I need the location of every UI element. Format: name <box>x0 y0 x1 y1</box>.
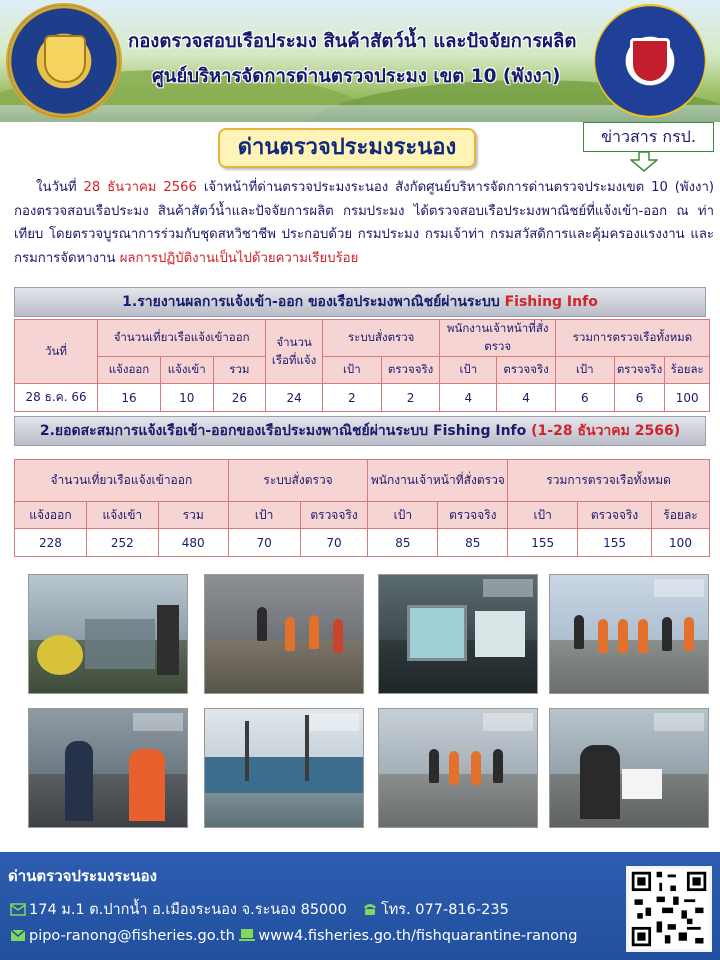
header-subtitle: ศูนย์บริหารจัดการด่านตรวจประมง เขต 10 (พังงา) <box>152 66 561 87</box>
photo-officers-checking <box>28 708 188 828</box>
logo-seal-icon <box>44 35 86 83</box>
photo-crew-document-check <box>378 708 538 828</box>
table-row <box>15 529 710 557</box>
department-of-fisheries-logo <box>6 3 122 119</box>
computer-icon <box>239 928 255 942</box>
col-header-trips: จำนวนเที่ยวเรือแจ้งเข้าออก <box>98 320 266 357</box>
arrow-down-icon <box>630 152 658 172</box>
col-header-actual: ตรวจจริง <box>438 502 508 529</box>
photo-fish-hold <box>378 574 538 694</box>
photo-timestamp <box>654 579 704 597</box>
photo-timestamp <box>483 713 533 731</box>
col-header-actual: ตรวจจริง <box>300 502 368 529</box>
cell-out: 228 <box>15 529 87 557</box>
footer-address-row <box>10 898 509 921</box>
cell-system-target: 70 <box>228 529 300 557</box>
news-paragraph <box>14 176 714 270</box>
daily-report-table <box>14 319 710 412</box>
col-header-target: เป้า <box>322 357 381 384</box>
cell-system-actual: 2 <box>381 384 440 412</box>
section-2-heading <box>14 416 706 446</box>
para-result: ผลการปฏิบัติงานเป็นไปด้วยความเรียบร้อย <box>119 250 359 266</box>
cell-total-actual: 6 <box>614 384 665 412</box>
footer-address: 174 ม.1 ต.ปากน้ำ อ.เมืองระนอง จ.ระนอง 85000 <box>29 902 347 918</box>
table-row <box>15 384 710 412</box>
col-header-total: รวมการตรวจเรือทั้งหมด <box>555 320 709 357</box>
col-header-target: เป้า <box>368 502 438 529</box>
photo-timestamp <box>133 713 183 731</box>
cell-in: 10 <box>160 384 213 412</box>
photo-fishing-boats <box>204 708 364 828</box>
photo-crew-lineup <box>549 574 709 694</box>
address-icon <box>10 902 26 916</box>
col-header-date: วันที่ <box>15 320 98 384</box>
cell-officer-target: 4 <box>440 384 497 412</box>
photo-officer-writing <box>549 708 709 828</box>
cell-sum: 480 <box>158 529 228 557</box>
col-header-percent: ร้อยละ <box>665 357 710 384</box>
col-header-actual: ตรวจจริง <box>381 357 440 384</box>
col-header-actual: ตรวจจริง <box>578 502 652 529</box>
section-1-title: 1.รายงานผลการแจ้งเข้า-ออก ของเรือประมงพาณิชย์ผ่านระบบ <box>122 294 505 310</box>
col-header-target: เป้า <box>440 357 497 384</box>
col-header-target: เป้า <box>508 502 578 529</box>
para-text: ในวันที่ <box>36 180 84 195</box>
col-header-actual: ตรวจจริง <box>497 357 556 384</box>
col-header-system: ระบบสั่งตรวจ <box>322 320 440 357</box>
para-text: เจ้าหน้าที่ด่านตรวจประมงระนอง สังกัดศูนย์บริหารจัดการด่านตรวจประมงเขต 10 (พังงา) กองตรวจสอบเรือประมง สินค้าสัตว์น้ำและปัจจัยการผลิต กรมประมง ได้ตรวจสอบเรือประมงพาณิชย์ที่แจ้งเข้า-ออก ณ ท่าเทียบ โดยตรวจบูรณาการร่วมกับชุดสหวิชาชีพ ประกอบด้วย กรมประมง กรมเจ้าท่า กรมสวัสดิการและคุ้มครองแรงงาน และกรมการจัดหางาน <box>14 180 714 266</box>
cell-sum: 26 <box>213 384 266 412</box>
footer-phone: โทร. 077-816-235 <box>380 902 509 918</box>
cell-percent: 100 <box>652 529 710 557</box>
footer-email[interactable]: pipo-ranong@fisheries.go.th <box>29 928 235 944</box>
cell-system-target: 2 <box>322 384 381 412</box>
cell-system-actual: 70 <box>300 529 368 557</box>
cell-officer-target: 85 <box>368 529 438 557</box>
section-1-title-highlight: Fishing Info <box>504 294 598 310</box>
qr-code[interactable] <box>626 866 712 952</box>
photo-timestamp <box>309 713 359 731</box>
photo-timestamp <box>483 579 533 597</box>
col-header-boats: จำนวนเรือที่แจ้ง <box>266 320 323 384</box>
para-date: 28 ธันวาคม 2566 <box>83 180 197 195</box>
col-header-sum: รวม <box>158 502 228 529</box>
news-tag: ข่าวสาร กรป. <box>583 122 714 152</box>
col-header-in: แจ้งเข้า <box>160 357 213 384</box>
footer-contact <box>0 852 720 960</box>
cell-boats: 24 <box>266 384 323 412</box>
cell-officer-actual: 85 <box>438 529 508 557</box>
photo-fishing-gear <box>28 574 188 694</box>
inspection-emblem-icon <box>630 38 670 84</box>
footer-org-name: ด่านตรวจประมงระนอง <box>8 867 157 885</box>
cell-percent: 100 <box>665 384 710 412</box>
col-header-target: เป้า <box>555 357 614 384</box>
footer-web-row <box>10 928 577 944</box>
cell-out: 16 <box>98 384 161 412</box>
section-2-title: 2.ยอดสะสมการแจ้งเรือเข้า-ออกของเรือประมงพาณิชย์ผ่านระบบ Fishing Info <box>39 423 532 439</box>
photo-inspection-crew <box>204 574 364 694</box>
header-title: กองตรวจสอบเรือประมง สินค้าสัตว์น้ำ และปัจจัยการผลิต <box>128 31 577 52</box>
email-icon <box>10 928 26 942</box>
col-header-sum: รวม <box>213 357 266 384</box>
phone-icon <box>362 902 378 916</box>
cell-total-actual: 155 <box>578 529 652 557</box>
page-title: ด่านตรวจประมงระนอง <box>218 128 476 168</box>
col-header-percent: ร้อยละ <box>652 502 710 529</box>
col-header-in: แจ้งเข้า <box>86 502 158 529</box>
fishery-inspection-logo <box>584 4 716 118</box>
cell-in: 252 <box>86 529 158 557</box>
col-header-out: แจ้งออก <box>15 502 87 529</box>
cell-date: 28 ธ.ค. 66 <box>15 384 98 412</box>
col-header-total: รวมการตรวจเรือทั้งหมด <box>508 460 710 502</box>
cumulative-report-table <box>14 459 710 557</box>
col-header-officer: พนักงานเจ้าหน้าที่สั่งตรวจ <box>368 460 508 502</box>
section-1-heading <box>14 287 706 317</box>
col-header-system: ระบบสั่งตรวจ <box>228 460 368 502</box>
photo-timestamp <box>654 713 704 731</box>
col-header-target: เป้า <box>228 502 300 529</box>
col-header-actual: ตรวจจริง <box>614 357 665 384</box>
col-header-officer: พนักงานเจ้าหน้าที่สั่งตรวจ <box>440 320 555 357</box>
cell-total-target: 6 <box>555 384 614 412</box>
cell-officer-actual: 4 <box>497 384 556 412</box>
col-header-out: แจ้งออก <box>98 357 161 384</box>
cell-total-target: 155 <box>508 529 578 557</box>
section-2-title-highlight: (1-28 ธันวาคม 2566) <box>531 423 681 439</box>
footer-website[interactable]: www4.fisheries.go.th/fishquarantine-ranong <box>258 928 578 944</box>
col-header-trips: จำนวนเที่ยวเรือแจ้งเข้าออก <box>15 460 229 502</box>
